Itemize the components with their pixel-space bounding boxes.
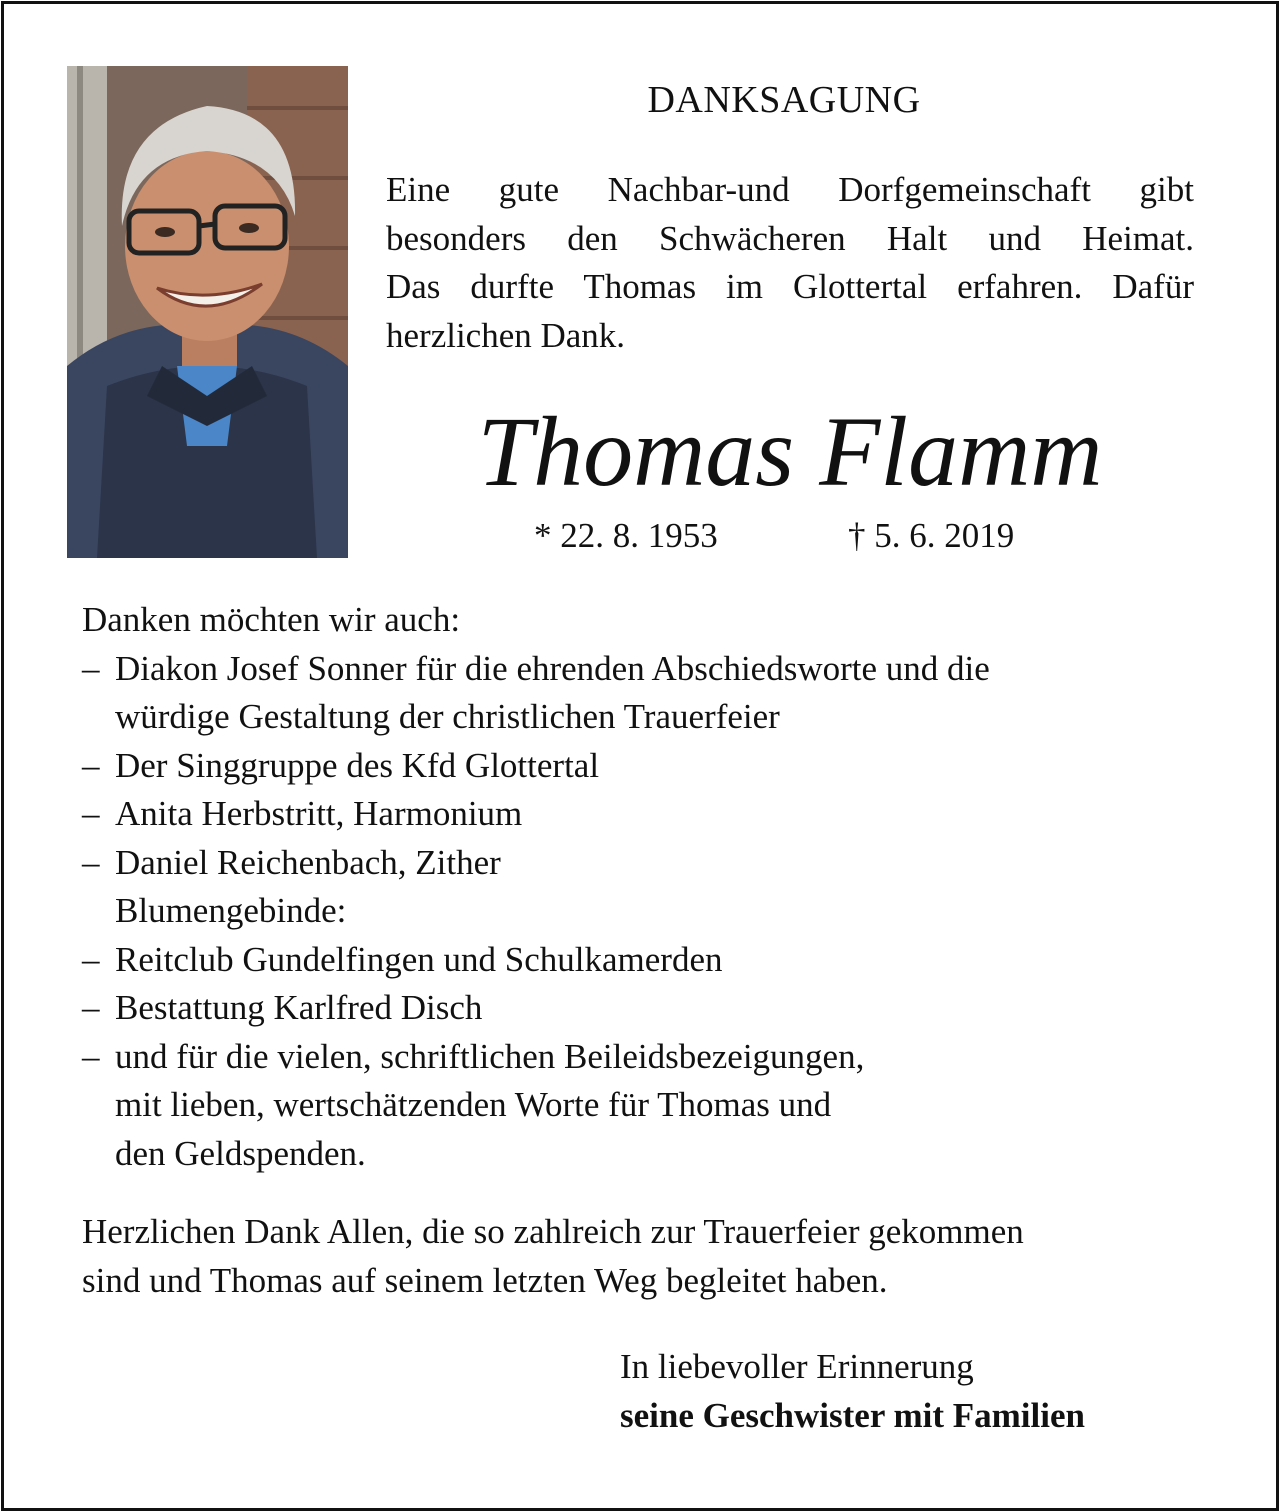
dash-bullet: – <box>82 1036 100 1076</box>
intro-line: besonders den Schwächeren Halt und Heimat. <box>386 218 1194 258</box>
dash-bullet: – <box>82 842 100 882</box>
dash-bullet: – <box>82 939 100 979</box>
intro-paragraph <box>386 166 1194 360</box>
list-item-text: Reitclub Gundelfingen und Schulkamerden <box>115 939 723 979</box>
list-item <box>82 839 1202 888</box>
list-item-text: würdige Gestaltung der christlichen Trauerfeier <box>115 697 780 736</box>
list-item-text: Daniel Reichenbach, Zither <box>115 842 501 882</box>
list-item-text: Anita Herbstritt, Harmonium <box>115 794 523 833</box>
list-item-text: Bestattung Karlfred Disch <box>115 988 483 1027</box>
closing-paragraph <box>82 1207 1202 1305</box>
death-date: † 5. 6. 2019 <box>848 516 1015 555</box>
portrait-photo <box>67 66 348 558</box>
dash-bullet: – <box>82 988 100 1027</box>
closing-line: Herzlichen Dank Allen, die so zahlreich zur Trauerfeier gekommen <box>82 1212 1024 1251</box>
thanks-intro: Danken möchten wir auch: <box>82 600 461 639</box>
intro-line: herzlichen Dank. <box>386 315 626 355</box>
list-item <box>82 984 1202 1033</box>
list-item-text: und für die vielen, schriftlichen Beileidsbezeigungen, <box>115 1036 865 1076</box>
list-item <box>82 742 1202 791</box>
portrait-image <box>67 66 348 558</box>
dash-bullet: – <box>82 794 100 833</box>
dash-bullet: – <box>82 648 100 688</box>
dash-bullet: – <box>82 745 100 785</box>
signoff-line: In liebevoller Erinnerung <box>620 1347 974 1386</box>
signoff <box>620 1342 1220 1440</box>
list-item-text: mit lieben, wertschätzenden Worte für Thomas und <box>115 1085 832 1124</box>
list-item <box>82 1033 1202 1179</box>
list-item <box>82 645 1202 742</box>
list-item-text: Diakon Josef Sonner für die ehrenden Abschiedsworte und die <box>115 648 990 688</box>
birth-date: * 22. 8. 1953 <box>534 516 718 555</box>
list-item <box>82 790 1202 839</box>
signoff-family: seine Geschwister mit Familien <box>620 1396 1085 1435</box>
list-item <box>82 936 1202 985</box>
list-item-text: den Geldspenden. <box>115 1133 366 1173</box>
deceased-name: Thomas Flamm <box>477 396 1103 507</box>
notice-heading: DANKSAGUNG <box>647 79 921 121</box>
intro-line: Eine gute Nachbar-und Dorfgemeinschaft gibt <box>386 170 1194 209</box>
closing-line: sind und Thomas auf seinem letzten Weg begleitet haben. <box>82 1261 888 1300</box>
list-item-text: Der Singgruppe des Kfd Glottertal <box>115 745 600 785</box>
thanks-list <box>82 596 1202 1178</box>
intro-line: Das durfte Thomas im Glottertal erfahren. Dafür <box>386 267 1194 306</box>
flowers-label: Blumengebinde: <box>115 891 347 930</box>
